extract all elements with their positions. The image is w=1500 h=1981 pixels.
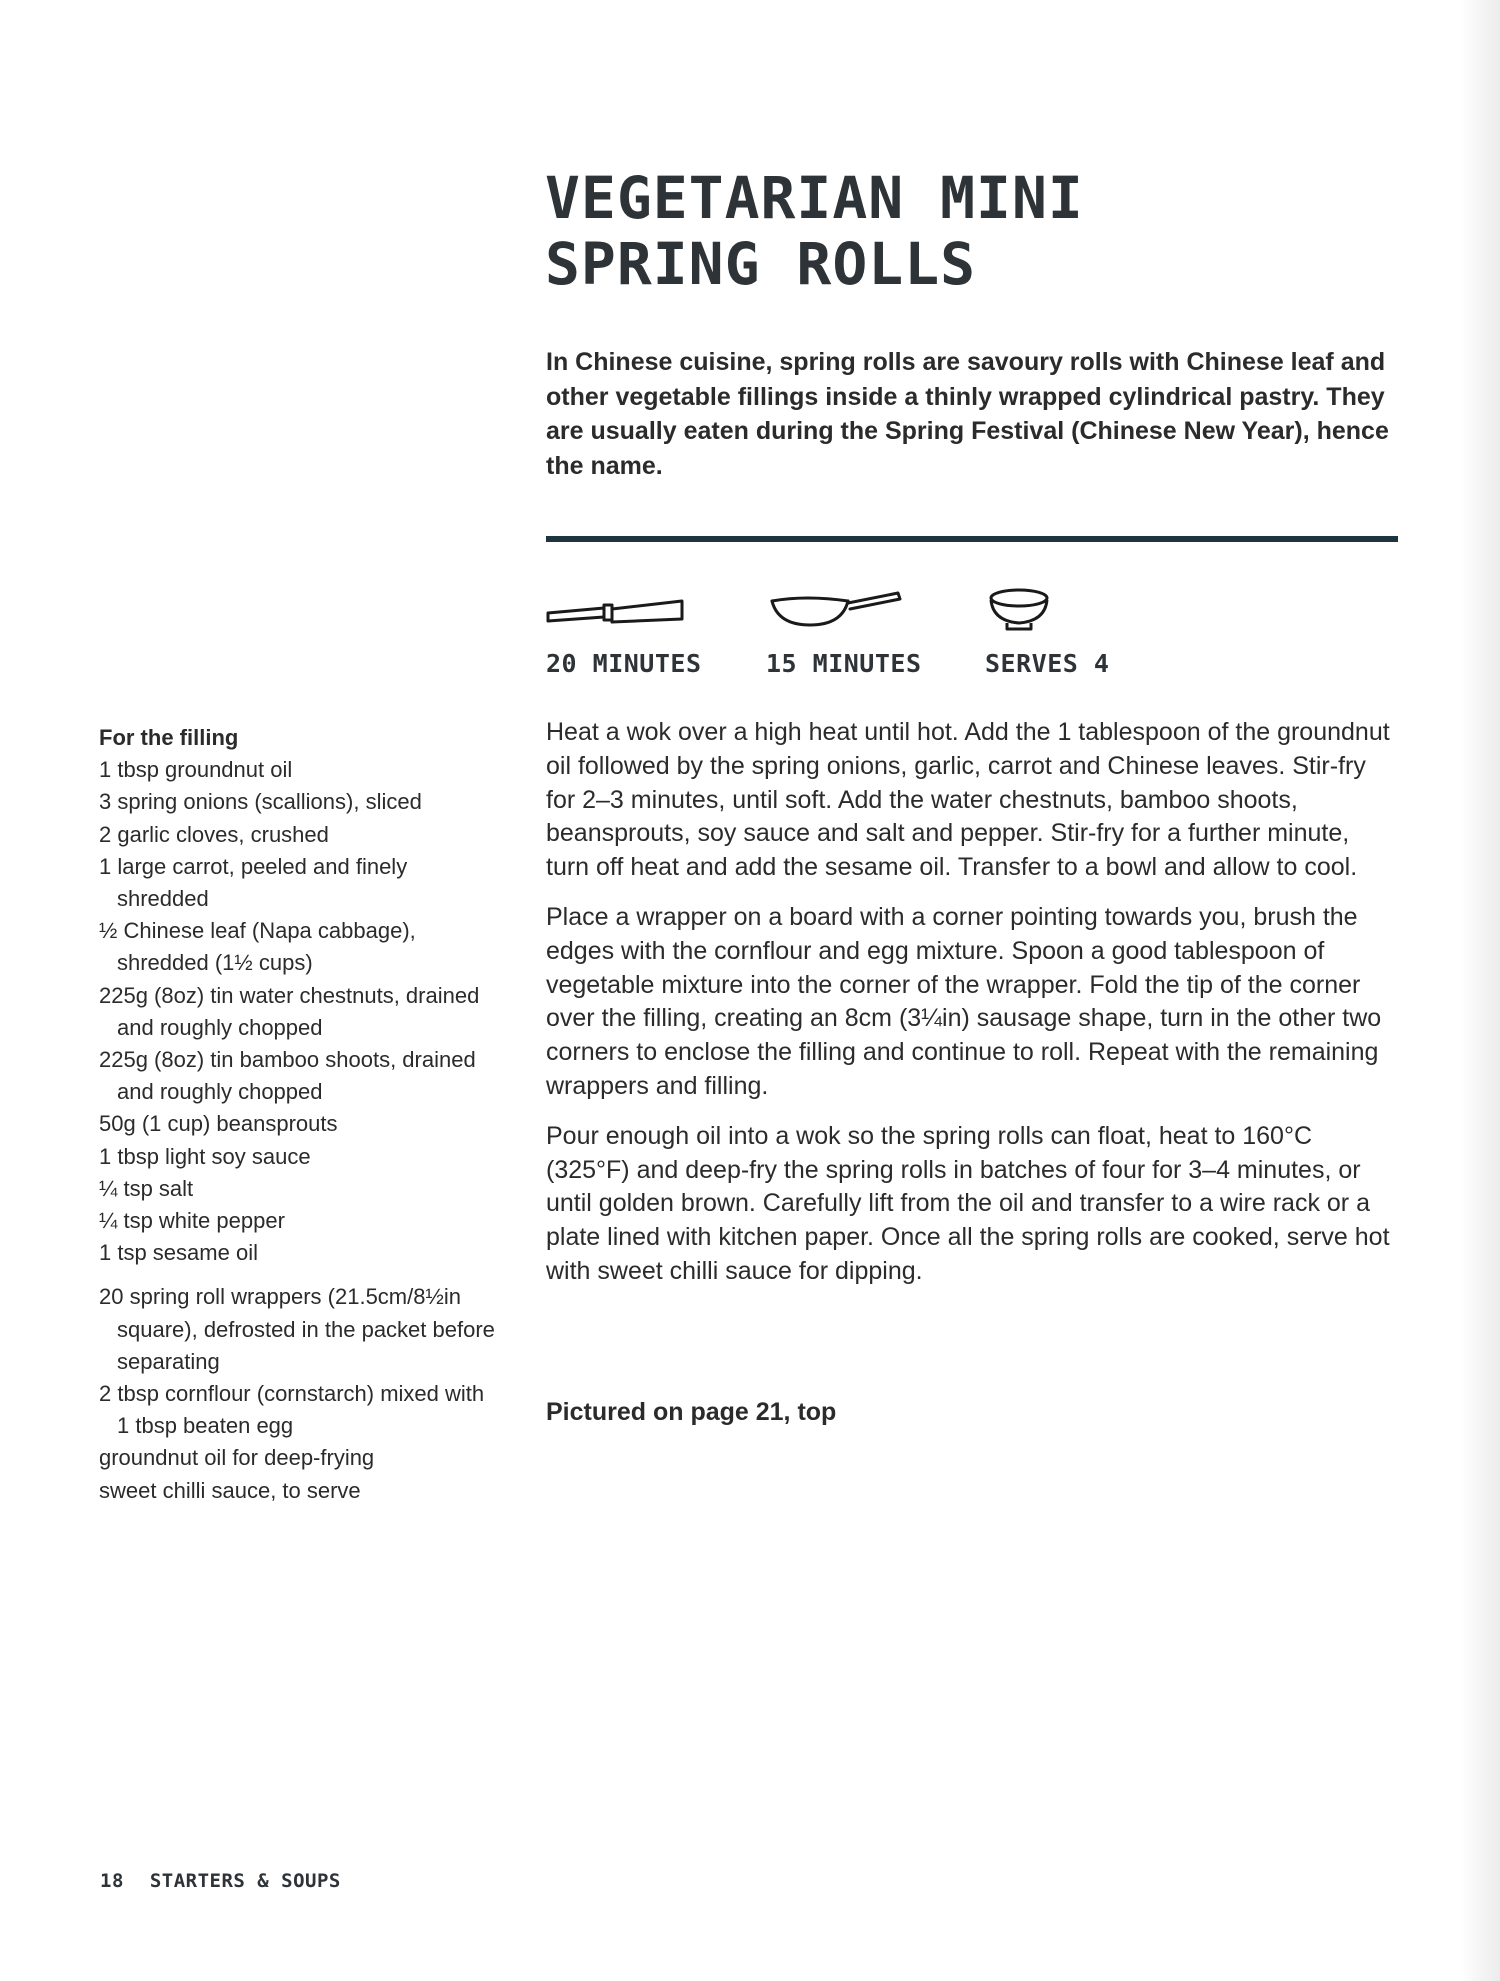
ingredient-item: 1 tbsp groundnut oil: [99, 757, 293, 783]
ingredient-item: 225g (8oz) tin bamboo shoots, drained and roughly chopped: [99, 1047, 476, 1105]
ingredients-section: [99, 722, 499, 1507]
cook-time-stat: [766, 585, 966, 678]
page-number: 18: [100, 1870, 124, 1892]
servings-stat: [985, 585, 1185, 678]
ingredient-item: 1 tsp sesame oil: [99, 1240, 258, 1266]
recipe-title-line-2: SPRING ROLLS: [545, 230, 977, 298]
ingredient-item: ¼ tsp white pepper: [99, 1208, 285, 1234]
cook-time-label: 15 MINUTES: [766, 649, 922, 678]
wok-icon: [766, 585, 906, 635]
servings-label: SERVES 4: [985, 649, 1110, 678]
section-divider: [546, 536, 1398, 542]
method-section: [546, 716, 1396, 1305]
ingredient-item: 50g (1 cup) beansprouts: [99, 1111, 338, 1137]
ingredient-item: 1 tbsp light soy sauce: [99, 1143, 311, 1169]
section-name: STARTERS & SOUPS: [149, 1870, 341, 1892]
recipe-title-line-1: VEGETARIAN MINI: [545, 164, 1084, 232]
pictured-note: Pictured on page 21, top: [546, 1398, 837, 1426]
ingredient-item: 2 tbsp cornflour (cornstarch) mixed with 1 tbsp beaten egg: [99, 1381, 485, 1439]
method-step-3: Pour enough oil into a wok so the spring rolls can float, heat to 160°C (325°F) and deep-fry the spring rolls in batches of four for 3–4 minutes, or until golden brown. Carefully lift from the oil and transfer to a wire rack or a plate lined with kitchen paper. Once all the spring rolls are cooked, serve hot with sweet chilli sauce for dipping.: [546, 1121, 1390, 1285]
prep-time-stat: [546, 585, 746, 678]
ingredient-item: 2 garlic cloves, crushed: [99, 821, 329, 847]
ingredients-heading: For the filling: [99, 725, 239, 750]
page-footer: [100, 1870, 341, 1892]
recipe-title: [545, 165, 1245, 297]
bowl-icon: [985, 585, 1055, 635]
ingredient-item: 1 large carrot, peeled and finely shredded: [99, 853, 408, 912]
page-edge-shadow: [1460, 0, 1500, 1981]
ingredient-item: 3 spring onions (scallions), sliced: [99, 789, 422, 815]
ingredient-item: sweet chilli sauce, to serve: [99, 1477, 361, 1503]
knife-icon: [546, 585, 686, 635]
ingredient-item: groundnut oil for deep-frying: [99, 1445, 375, 1471]
method-step-1: Heat a wok over a high heat until hot. Add the 1 tablespoon of the groundnut oil followed by the spring onions, garlic, carrot and Chinese leaves. Stir-fry for 2–3 minutes, until soft. Add the water chestnuts, bamboo shoots, beansprouts, soy sauce and salt and pepper. Stir-fry for a further minute, turn off heat and add the sesame oil. Transfer to a bowl and allow to cool.: [546, 718, 1390, 882]
prep-time-label: 20 MINUTES: [546, 649, 702, 678]
ingredient-item: ¼ tsp salt: [99, 1175, 194, 1201]
ingredient-item: ½ Chinese leaf (Napa cabbage), shredded (1½ cups): [99, 918, 416, 976]
ingredient-item: 20 spring roll wrappers (21.5cm/8½in square), defrosted in the packet before separating: [99, 1284, 495, 1374]
ingredients-list-wrappers: [99, 1281, 499, 1506]
ingredients-list-filling: [99, 754, 499, 1269]
recipe-intro: In Chinese cuisine, spring rolls are savoury rolls with Chinese leaf and other vegetable fillings inside a thinly wrapped cylindrical pastry. They are usually eaten during the Spring Festival (Chinese New Year), hence the name.: [546, 348, 1389, 480]
ingredient-item: 225g (8oz) tin water chestnuts, drained and roughly chopped: [99, 982, 480, 1040]
method-step-2: Place a wrapper on a board with a corner pointing towards you, brush the edges with the cornflour and egg mixture. Spoon a good tablespoon of vegetable mixture into the corner of the wrapper. Fold the tip of the corner over the filling, creating an 8cm (3¼in) sausage shape, turn in the other two corners to enclose the filling and continue to roll. Repeat with the remaining wrappers and filling.: [546, 902, 1382, 1100]
